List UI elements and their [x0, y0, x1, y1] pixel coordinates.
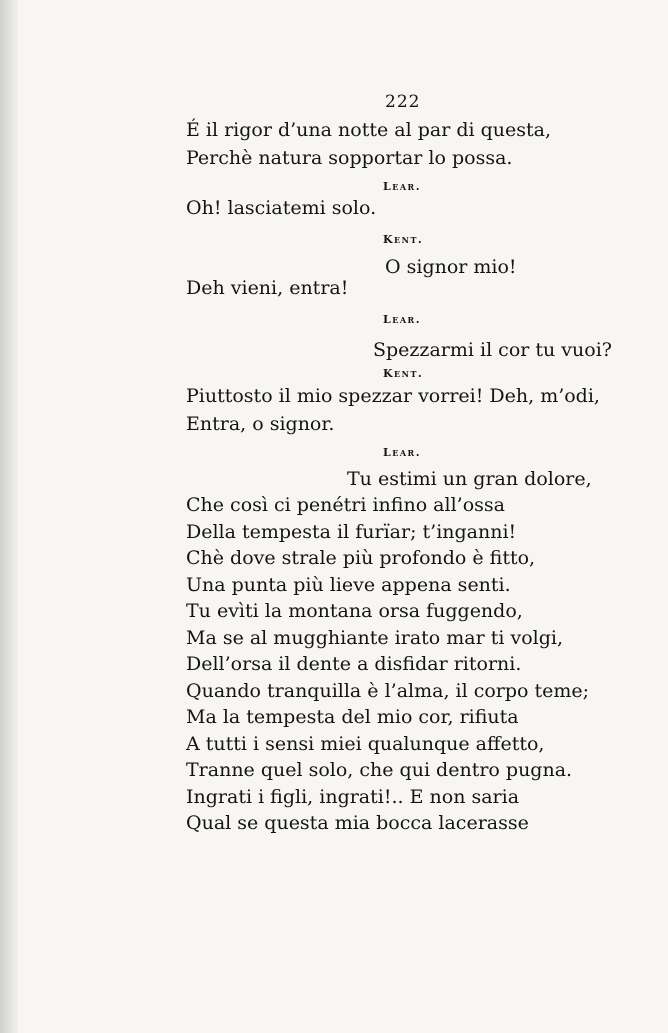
- page-number: 222: [385, 92, 421, 112]
- verse-line: Ma se al mugghiante irato mar ti volgi,: [186, 627, 564, 649]
- verse-line: É il rigor d’una notte al par di questa,: [186, 119, 551, 141]
- verse-line: Qual se questa mia bocca lacerasse: [186, 812, 529, 834]
- verse-line: Tu evìti la montana orsa fuggendo,: [186, 600, 523, 622]
- page-edge-shadow: [0, 0, 18, 1033]
- verse-line: Deh vieni, entra!: [186, 277, 349, 299]
- verse-line: Ingrati i figli, ingrati!.. E non saria: [186, 786, 520, 808]
- speaker-label: Lear.: [383, 180, 422, 193]
- speaker-label: Kent.: [383, 233, 424, 246]
- verse-line: Oh! lasciatemi solo.: [186, 197, 377, 219]
- verse-line: Chè dove strale più profondo è fitto,: [186, 547, 536, 569]
- verse-line: Tu estimi un gran dolore,: [347, 468, 592, 490]
- verse-line: Ma la tempesta del mio cor, rifiuta: [186, 706, 519, 728]
- verse-line: Dell’orsa il dente a disfidar ritorni.: [186, 653, 522, 675]
- speaker-label: Lear.: [383, 446, 422, 459]
- verse-line: Della tempesta il furïar; t’inganni!: [186, 521, 517, 543]
- verse-line: Entra, o signor.: [186, 413, 335, 435]
- verse-line: Piuttosto il mio spezzar vorrei! Deh, m’odi,: [186, 385, 600, 407]
- verse-line: A tutti i sensi miei qualunque affetto,: [186, 733, 545, 755]
- verse-line: O signor mio!: [385, 256, 517, 278]
- speaker-label: Lear.: [383, 313, 422, 326]
- verse-line: Spezzarmi il cor tu vuoi?: [373, 339, 612, 361]
- verse-line: Tranne quel solo, che qui dentro pugna.: [186, 759, 573, 781]
- speaker-label: Kent.: [383, 367, 424, 380]
- verse-line: Che così ci penétri infino all’ossa: [186, 494, 505, 516]
- verse-line: Perchè natura sopportar lo possa.: [186, 147, 513, 169]
- verse-line: Una punta più lieve appena senti.: [186, 574, 511, 596]
- verse-line: Quando tranquilla è l’alma, il corpo teme;: [186, 680, 590, 702]
